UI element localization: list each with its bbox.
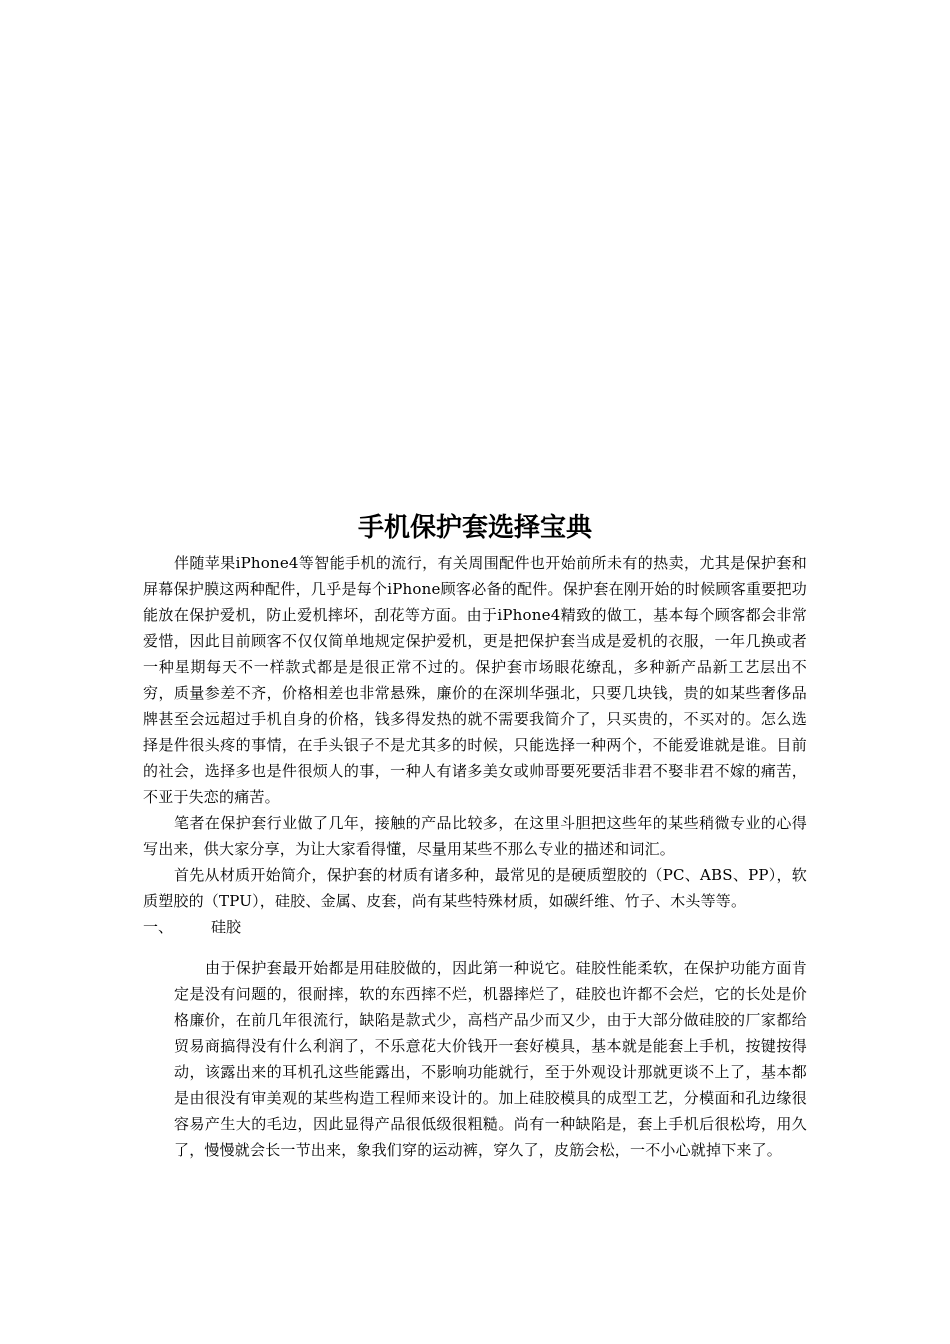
section-body: 由于保护套最开始都是用硅胶做的，因此第一种说它。硅胶性能柔软，在保护功能方面肯定是没有问题的，很耐摔，软的东西摔不烂，机器摔烂了，硅胶也许都不会烂，它的长处是价格廉价，在前几年很流行，缺陷是款式少，高档产品少而又少，由于大部分做硅胶的厂家都给贸易商搞得没有什么利润了，不乐意花大价钱开一套好模具，基本就是能套上手机，按键按得动，该露出来的耳机孔这些能露出，不影响功能就行，至于外观设计那就更谈不上了，基本都是由很没有审美观的某些构造工程师来设计的。加上硅胶模具的成型工艺，分模面和孔边缘很容易产生大的毛边，因此显得产品很低级很粗糙。尚有一种缺陷是，套上手机后很松垮，用久了，慢慢就会长一节出来，象我们穿的运动裤，穿久了，皮筋会松，一不小心就掉下来了。: [174, 959, 807, 1159]
section-marker: 一、: [143, 918, 174, 936]
document-content: [143, 508, 807, 1178]
author-paragraph: 笔者在保护套行业做了几年，接触的产品比较多，在这里斗胆把这些年的某些稍微专业的心得写出来，供大家分享，为让大家看得懂，尽量用某些不那么专业的描述和词汇。: [143, 814, 807, 858]
section-heading-text: 硅胶: [211, 918, 242, 936]
intro-paragraph: 伴随苹果iPhone4等智能手机的流行，有关周围配件也开始前所未有的热卖，尤其是保护套和屏幕保护膜这两种配件，几乎是每个iPhone顾客必备的配件。保护套在刚开始的时候顾客重要把功能放在保护爱机，防止爱机摔坏，刮花等方面。由于iPhone4精致的做工，基本每个顾客都会非常爱惜，因此目前顾客不仅仅简单地规定保护爱机，更是把保护套当成是爱机的衣服，一年几换或者一种星期每天不一样款式都是是很正常不过的。保护套市场眼花缭乱，多种新产品新工艺层出不穷，质量参差不齐，价格相差也非常悬殊，廉价的在深圳华强北，只要几块钱，贵的如某些奢侈品牌甚至会远超过手机自身的价格，钱多得发热的就不需要我简介了，只买贵的，不买对的。怎么选择是件很头疼的事情，在手头银子不是尤其多的时候，只能选择一种两个，不能爱谁就是谁。目前的社会，选择多也是件很烦人的事，一种人有诸多美女或帅哥要死要活非君不娶非君不嫁的痛苦，不亚于失恋的痛苦。: [143, 554, 807, 806]
material-paragraph: 首先从材质开始简介，保护套的材质有诸多种，最常见的是硬质塑胶的（PC、ABS、PP），软质塑胶的（TPU），硅胶、金属、皮套，尚有某些特殊材质，如碳纤维、竹子、木头等等。: [143, 866, 807, 910]
section-heading: [143, 914, 807, 940]
document-title: 手机保护套选择宝典: [357, 513, 592, 543]
